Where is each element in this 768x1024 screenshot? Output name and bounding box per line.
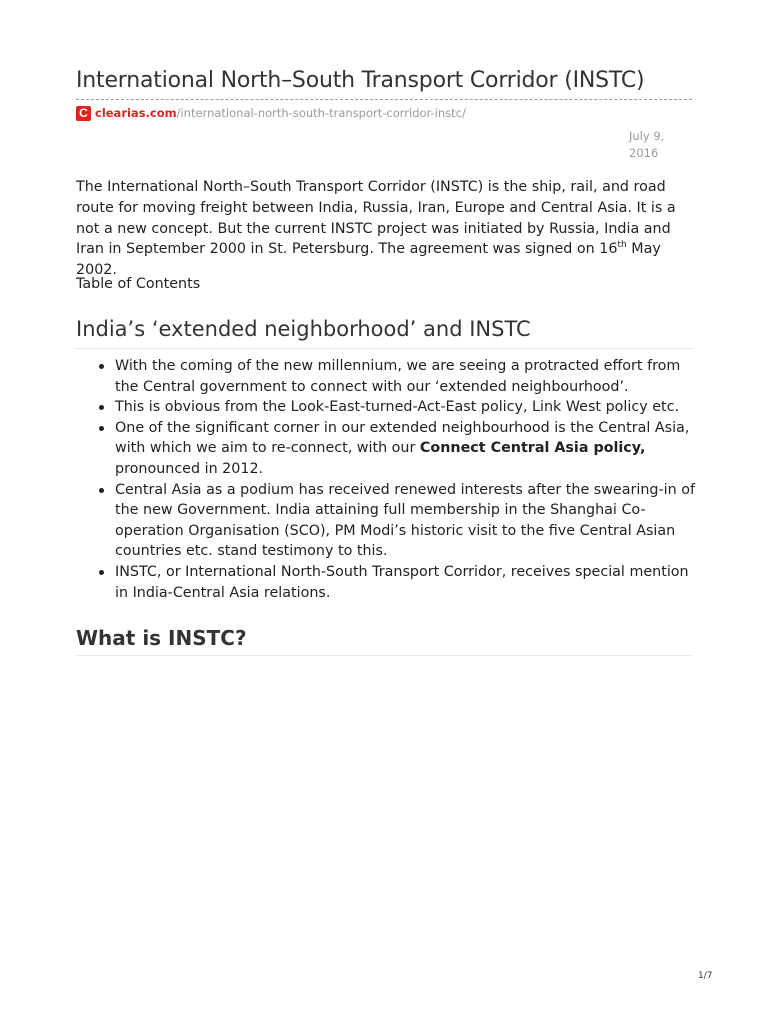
list-item: With the coming of the new millennium, we are seeing a protracted effort from the Central government to connect with our ‘extended neighbourhood’. — [76, 356, 696, 397]
page-number: 1/7 — [698, 971, 713, 981]
clearias-logo-icon: C — [76, 106, 91, 121]
intro-superscript: th — [617, 240, 627, 251]
publish-date-line1: July 9, — [629, 129, 665, 143]
section2-divider — [76, 655, 692, 656]
intro-paragraph — [76, 177, 696, 281]
section1-divider — [76, 348, 692, 349]
list-item-text: One of the significant corner in our extended neighbourhood is the Central Asia, with which we aim to re-connect, with our — [115, 419, 690, 457]
section-heading-extended-neighborhood: India’s ‘extended neighborhood’ and INSTC — [76, 317, 531, 341]
source-path: /international-north-south-transport-corridor-instc/ — [176, 106, 466, 120]
intro-text-part2: May 2002. — [76, 241, 661, 279]
list-item-text: pronounced in 2012. — [115, 460, 264, 477]
publish-date-line2: 2016 — [629, 146, 659, 160]
connect-central-asia-policy-text: Connect Central Asia policy, — [419, 440, 646, 457]
list-item — [76, 418, 696, 480]
section-heading-what-is-instc: What is INSTC? — [76, 626, 247, 650]
list-item: INSTC, or International North-South Transport Corridor, receives special mention in India-Central Asia relations. — [76, 562, 696, 603]
table-of-contents-link[interactable]: Table of Contents — [76, 276, 201, 292]
list-item: Central Asia as a podium has received renewed interests after the swearing-in of the new Government. India attaining full membership in the Shanghai Co-operation Organisation (SCO), PM Modi’s historic visit to the five Central Asian countries etc. stand testimony to this. — [76, 480, 696, 562]
source-link[interactable] — [76, 104, 466, 122]
source-domain: clearias.com — [95, 106, 177, 120]
bullet-list — [76, 356, 696, 603]
intro-text-part1: The International North–South Transport Corridor (INSTC) is the ship, rail, and road route for moving freight between India, Russia, Iran, Europe and Central Asia. It is a not a new concept. But the current INSTC project was initiated by Russia, India and Iran in September 2000 in St. Petersburg. The agreement was signed on 16 — [76, 179, 676, 258]
list-item: This is obvious from the Look-East-turned-Act-East policy, Link West policy etc. — [76, 397, 696, 418]
article-title: International North–South Transport Corridor (INSTC) — [76, 68, 645, 93]
publish-date — [629, 128, 679, 162]
title-divider — [76, 99, 692, 100]
